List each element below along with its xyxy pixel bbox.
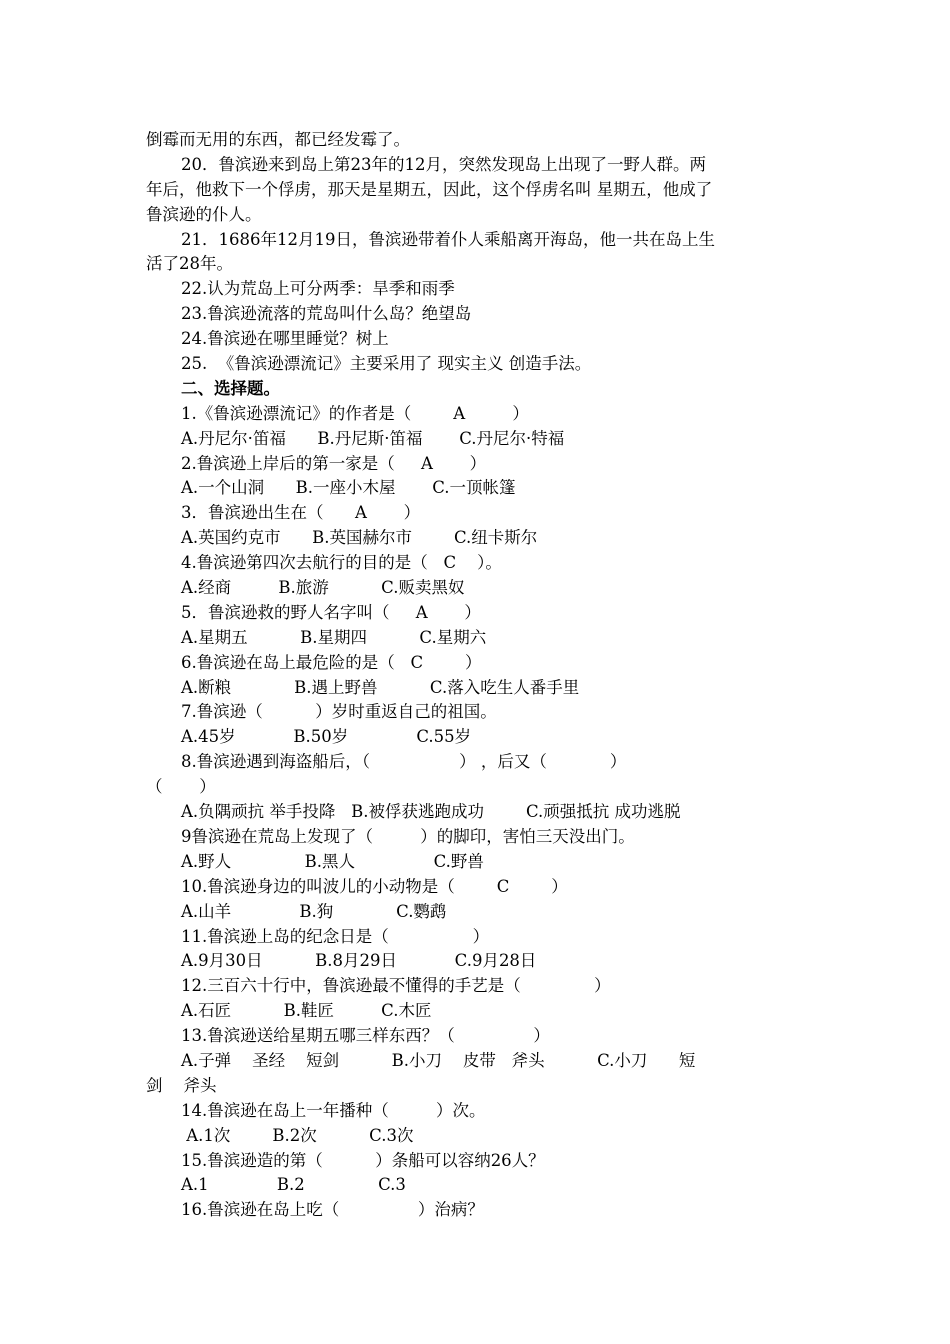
text-line: 7.鲁滨逊（ ）岁时重返自己的祖国。	[181, 702, 497, 722]
text-line: A.星期五 B.星期四 C.星期六	[181, 627, 487, 647]
text-line: 2.鲁滨逊上岸后的第一家是（ A ）	[181, 453, 487, 473]
text-line: A.1次 B.2次 C.3次	[181, 1125, 414, 1145]
text-line: A.野人 B.黑人 C.野兽	[181, 851, 484, 871]
text-line: A.丹尼尔·笛福 B.丹尼斯·笛福 C.丹尼尔·特福	[181, 428, 565, 448]
text-line: A.断粮 B.遇上野兽 C.落入吃生人番手里	[181, 677, 580, 697]
text-line: 活了28年。	[146, 254, 233, 274]
text-line: A.子弹 圣经 短剑 B.小刀 皮带 斧头 C.小刀 短	[181, 1050, 696, 1070]
text-line: 10.鲁滨逊身边的叫波儿的小动物是（ C ）	[181, 876, 568, 896]
text-line: A.一个山洞 B.一座小木屋 C.一顶帐篷	[181, 478, 516, 498]
text-line: 23.鲁滨逊流落的荒岛叫什么岛？绝望岛	[181, 304, 472, 324]
text-line: 6.鲁滨逊在岛上最危险的是（ C ）	[181, 652, 482, 672]
text-line: 12.三百六十行中，鲁滨逊最不懂得的手艺是（ ）	[181, 976, 611, 996]
text-line: 1.《鲁滨逊漂流记》的作者是（ A ）	[181, 403, 529, 423]
text-line: A.1 B.2 C.3	[181, 1175, 406, 1195]
text-line: 21．1686年12月19日，鲁滨逊带着仆人乘船离开海岛，他一共在岛上生	[181, 229, 715, 249]
text-line: 14.鲁滨逊在岛上一年播种（ ）次。	[181, 1100, 486, 1120]
text-line: 22.认为荒岛上可分两季：旱季和雨季	[181, 279, 455, 299]
text-line: 15.鲁滨逊造的第（ ）条船可以容纳26人？	[181, 1150, 545, 1170]
text-line: 8.鲁滨逊遇到海盗船后，（ ） ，后又（ ）	[181, 752, 627, 772]
text-line: 13.鲁滨逊送给星期五哪三样东西？（ ）	[181, 1026, 550, 1046]
text-line: 倒霉而无用的东西，都已经发霉了。	[146, 130, 410, 149]
text-line: 11.鲁滨逊上岛的纪念日是（ ）	[181, 926, 490, 946]
document-page	[146, 128, 810, 1223]
text-line: A.9月30日 B.8月29日 C.9月28日	[181, 951, 537, 971]
text-line: 鲁滨逊的仆人。	[146, 204, 262, 224]
text-line: A.石匠 B.鞋匠 C.木匠	[181, 1001, 432, 1021]
text-line: 24.鲁滨逊在哪里睡觉？树上	[181, 329, 389, 349]
text-line: 16.鲁滨逊在岛上吃（ ）治病？	[181, 1200, 484, 1220]
text-line: 年后，他救下一个俘虏，那天是星期五，因此，这个俘虏名叫 星期五，他成了	[146, 179, 713, 199]
text-line: 3．鲁滨逊出生在（ A ）	[181, 503, 421, 523]
text-line: 剑 斧头	[146, 1075, 217, 1095]
text-line: 25. 《鲁滨逊漂流记》主要采用了 现实主义 创造手法。	[181, 354, 592, 374]
section-heading: 二、选择题。	[181, 378, 280, 398]
text-line: A.英国约克市 B.英国赫尔市 C.纽卡斯尔	[181, 528, 538, 548]
text-line: A.负隅顽抗 举手投降 B.被俘获逃跑成功 C.顽强抵抗 成功逃脱	[181, 802, 681, 822]
text-line: A.山羊 B.狗 C.鹦鹉	[181, 901, 447, 921]
text-line: 9鲁滨逊在荒岛上发现了（ ）的脚印，害怕三天没出门。	[181, 826, 635, 846]
text-line: 20．鲁滨逊来到岛上第23年的12月，突然发现岛上出现了一野人群。两	[181, 154, 706, 174]
text-line: A.经商 B.旅游 C.贩卖黑奴	[181, 578, 465, 598]
text-line: 4.鲁滨逊第四次去航行的目的是（ C ）。	[181, 553, 502, 573]
text-line: 5．鲁滨逊救的野人名字叫（ A ）	[181, 602, 481, 622]
text-line: A.45岁 B.50岁 C.55岁	[181, 727, 472, 747]
text-line: （ ）	[146, 777, 216, 797]
